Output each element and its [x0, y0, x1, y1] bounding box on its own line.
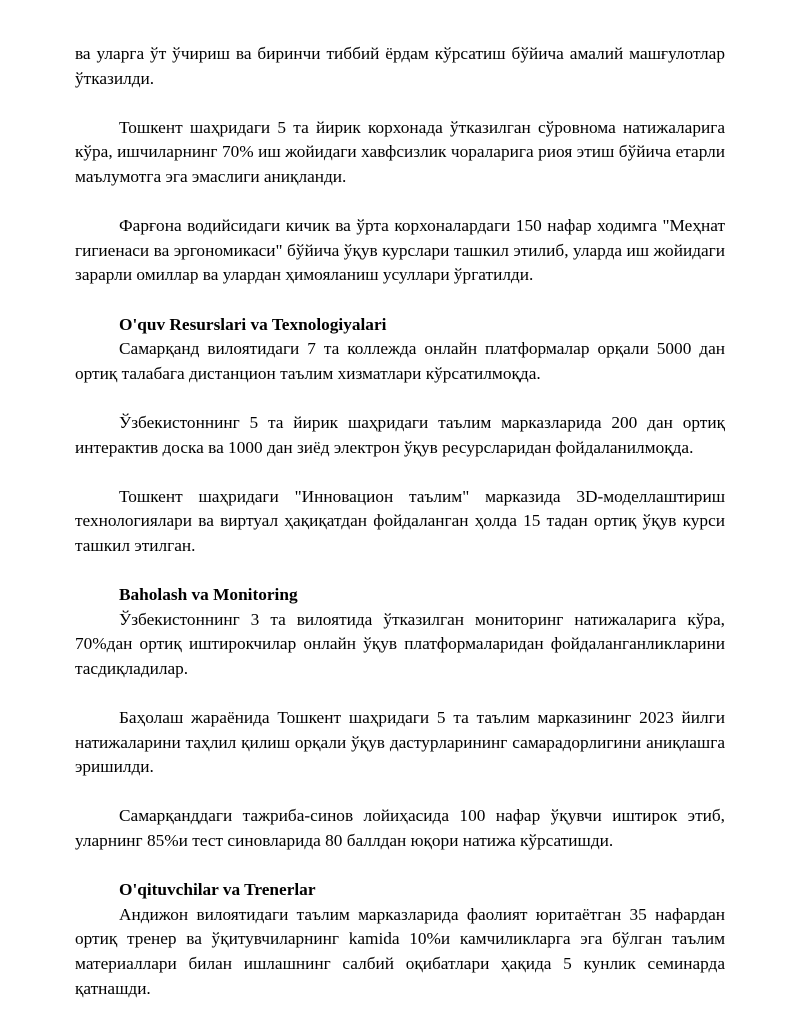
paragraph-resources-3: Тошкент шаҳридаги "Инновацион таълим" марказида 3D-моделлаштириш технологиялари ва виртуал ҳақиқатдан фойдаланган ҳолда 15 тадан ортиқ ўқув курси ташкил этилган.: [75, 486, 725, 555]
paragraph-resources-1: Самарқанд вилоятидаги 7 та коллежда онлайн платформалар орқали 5000 дан ортиқ талабага дистанцион таълим хизматлари кўрсатилмоқда.: [75, 339, 725, 383]
paragraph-assessment-2: Баҳолаш жараёнида Тошкент шаҳридаги 5 та таълим марказининг 2023 йилги натижаларини таҳлил қилиш орқали ўқув дастурларининг самарадорлигини аниқлашга эришилди.: [75, 708, 725, 777]
paragraph-assessment-1: Ўзбекистоннинг 3 та вилоятида ўтказилган мониторинг натижаларига кўра, 70%дан ортиқ иштирокчилар онлайн ўқув платформаларидан фойдаланганликларини тасдиқладилар.: [75, 609, 725, 678]
paragraph-teachers-1: Андижон вилоятидаги таълим марказларида фаолият юритаётган 35 нафардан ортиқ тренер ва ўқитувчиларнинг kamida 10%и камчиликларга эга бўлган таълим материаллари билан ишлашнинг салбий оқибатлари ҳақида 5 кунлик семинарда қатнашди.: [75, 904, 725, 998]
paragraph-intro-3: Фарғона водийсидаги кичик ва ўрта корхоналардаги 150 нафар ходимга "Меҳнат гигиенаси ва эргономикаси" бўйича ўқув курслари ташкил этилиб, уларда иш жойидаги зарарли омиллар ва улардан ҳимояланиш усуллари ўргатилди.: [75, 216, 725, 285]
paragraph-assessment-3: Самарқанддаги тажриба-синов лойиҳасида 100 нафар ўқувчи иштирок этиб, уларнинг 85%и тест синовларида 80 баллдан юқори натижа кўрсатишди.: [75, 806, 725, 850]
section-resources: [75, 313, 725, 559]
section-heading-assessment: Baholash va Monitoring: [119, 585, 298, 605]
paragraph-intro-1: ва уларга ўт ўчириш ва биринчи тиббий ёрдам кўрсатиш бўйича амалий машғулотлар ўтказилди.: [75, 44, 725, 88]
section-heading-resources: O'quv Resurslari va Texnologiyalari: [119, 314, 387, 334]
paragraph-resources-2: Ўзбекистоннинг 5 та йирик шаҳридаги таълим марказларида 200 дан ортиқ интерактив доска ва 1000 дан зиёд электрон ўқув ресурсларидан фойдаланилмоқда.: [75, 412, 725, 457]
section-heading-teachers: O'qituvchilar va Trenerlar: [119, 880, 316, 900]
paragraph-intro-2: Тошкент шаҳридаги 5 та йирик корхонада ўтказилган сўровнома натижаларига кўра, ишчиларнинг 70% иш жойидаги хавфсизлик чораларига риоя этиш бўйича етарли маълумотга эга эмаслиги аниқланди.: [75, 117, 725, 186]
document-page: [75, 42, 725, 1026]
section-assessment: [75, 583, 725, 854]
section-teachers: [75, 878, 725, 1001]
